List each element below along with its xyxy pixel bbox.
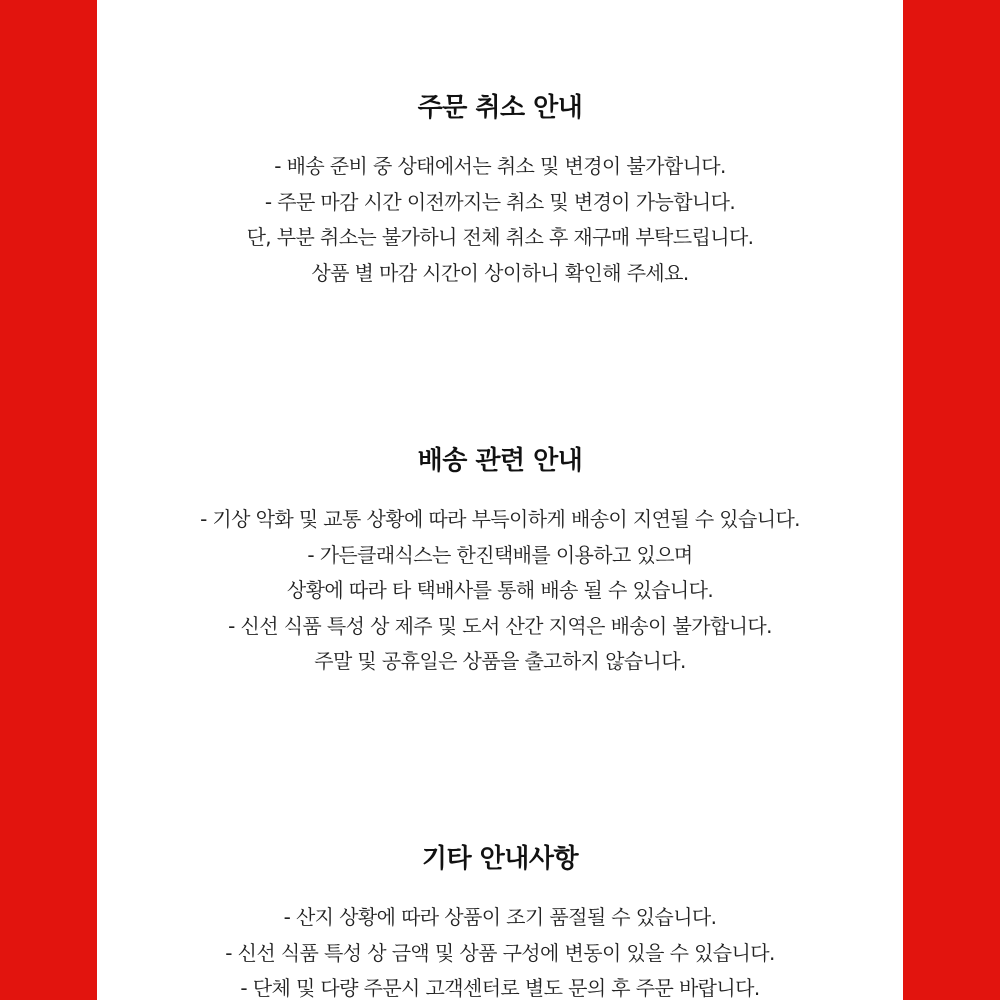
section-title: 주문 취소 안내 [417,93,583,123]
order-cancel-section [97,91,903,291]
notice-line: 상황에 따라 타 택배사를 통해 배송 될 수 있습니다. [286,578,714,602]
section-title: 기타 안내사항 [421,844,579,874]
notice-line: - 배송 준비 중 상태에서는 취소 및 변경이 불가합니다. [274,154,726,178]
notice-line: - 신선 식품 특성 상 제주 및 도서 산간 지역은 배송이 불가합니다. [228,613,772,638]
notice-line: - 단체 및 다량 주문시 고객센터로 별도 문의 후 주문 바랍니다. [240,976,760,1000]
notice-panel [97,0,903,1000]
notice-line: - 주문 마감 시간 이전까지는 취소 및 변경이 가능합니다. [264,189,736,214]
notice-line: - 산지 상황에 따라 상품이 조기 품절될 수 있습니다. [283,905,717,929]
notice-line: - 신선 식품 특성 상 금액 및 상품 구성에 변동이 있을 수 있습니다. [225,940,775,965]
section-title: 배송 관련 안내 [417,446,583,476]
notice-line: 단, 부분 취소는 불가하니 전체 취소 후 재구매 부탁드립니다. [246,225,754,249]
notice-line: - 가든클래식스는 한진택배를 이용하고 있으며 [307,542,693,567]
etc-notice-section [97,842,903,1000]
notice-line: - 기상 악화 및 교통 상황에 따라 부득이하게 배송이 지연될 수 있습니다. [200,507,800,531]
delivery-section [97,444,903,680]
notice-line: 주말 및 공휴일은 상품을 출고하지 않습니다. [314,649,686,673]
notice-line: 상품 별 마감 시간이 상이하니 확인해 주세요. [311,260,689,285]
